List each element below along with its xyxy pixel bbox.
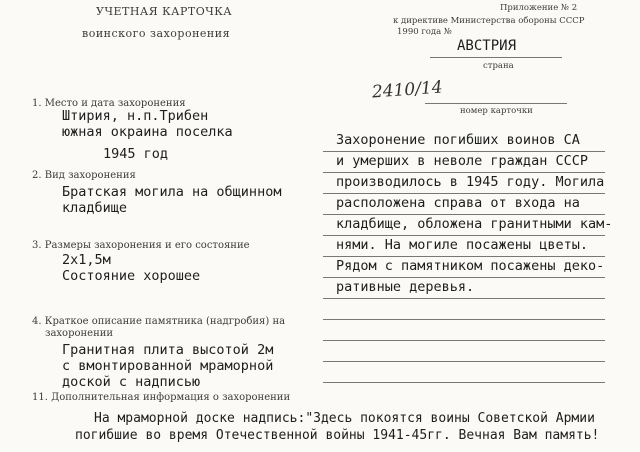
directive-line-1: к директиве Министерства обороны СССР bbox=[393, 16, 585, 26]
description-line: Захоронение погибших воинов СА bbox=[336, 132, 580, 148]
field-place-label: 1. Место и дата захоронения bbox=[32, 98, 186, 109]
inscription-note-2: погибшие во время Отечественной войны 1941-45гг. Вечная Вам память! bbox=[75, 428, 600, 443]
description-line: и умерших в неволе граждан СССР bbox=[336, 153, 588, 169]
appendix-label: Приложение № 2 bbox=[500, 3, 578, 13]
field-type-value-2: кладбище bbox=[62, 200, 128, 216]
card-number-underline bbox=[425, 103, 567, 104]
field-type-label: 2. Вид захоронения bbox=[32, 170, 136, 181]
description-line: кладбище, обложена гранитными кам- bbox=[336, 216, 613, 232]
ruled-line bbox=[323, 151, 605, 152]
country-underline bbox=[430, 57, 562, 58]
ruled-line bbox=[323, 340, 605, 341]
ruled-line bbox=[323, 361, 605, 362]
field-size-label: 3. Размеры захоронения и его состояние bbox=[32, 240, 250, 251]
card-title: УЧЕТНАЯ КАРТОЧКА bbox=[96, 5, 233, 18]
field-place-value-1: Штирия, н.п.Трибен bbox=[62, 108, 209, 124]
ruled-line bbox=[323, 319, 605, 320]
card-number-caption: номер карточки bbox=[460, 106, 533, 116]
field-monument-label-2: захоронении bbox=[45, 328, 114, 339]
description-line: производилось в 1945 году. Могила bbox=[336, 174, 605, 190]
description-line: ративные деревья. bbox=[336, 279, 475, 295]
field-place-value-3: 1945 год bbox=[103, 146, 169, 162]
ruled-line bbox=[323, 382, 605, 383]
card-number-value: 2410/14 bbox=[371, 77, 444, 103]
field-monument-value-3: доской с надписью bbox=[62, 374, 201, 390]
field-type-value-1: Братская могила на общинном bbox=[62, 184, 282, 200]
field-extra-label: 11. Дополнительная информация о захоронении bbox=[32, 392, 291, 403]
ruled-line bbox=[323, 214, 605, 215]
description-line: Рядом с памятником посажены деко- bbox=[336, 258, 605, 274]
country-value: АВСТРИЯ bbox=[457, 38, 517, 54]
description-line: нями. На могиле посажены цветы. bbox=[336, 237, 588, 253]
ruled-line bbox=[323, 298, 605, 299]
ruled-line bbox=[323, 193, 605, 194]
ruled-line bbox=[323, 235, 605, 236]
field-size-value-2: Состояние хорошее bbox=[62, 268, 201, 284]
card-subtitle: воинского захоронения bbox=[82, 27, 231, 40]
directive-line-2: 1990 года № bbox=[397, 27, 452, 37]
ruled-line bbox=[323, 256, 605, 257]
ruled-line bbox=[323, 172, 605, 173]
country-caption: страна bbox=[483, 61, 514, 71]
field-monument-value-1: Гранитная плита высотой 2м bbox=[62, 342, 274, 358]
field-monument-value-2: с вмонтированной мраморной bbox=[62, 358, 274, 374]
ruled-line bbox=[323, 277, 605, 278]
description-line: расположена справа от входа на bbox=[336, 195, 580, 211]
field-place-value-2: южная окраина поселка bbox=[62, 124, 233, 140]
inscription-note-1: На мраморной доске надпись:"Здесь покоятся воины Советской Армии bbox=[94, 411, 595, 426]
field-monument-label-1: 4. Краткое описание памятника (надгробия) на bbox=[32, 316, 286, 327]
field-size-value-1: 2х1,5м bbox=[62, 252, 111, 268]
